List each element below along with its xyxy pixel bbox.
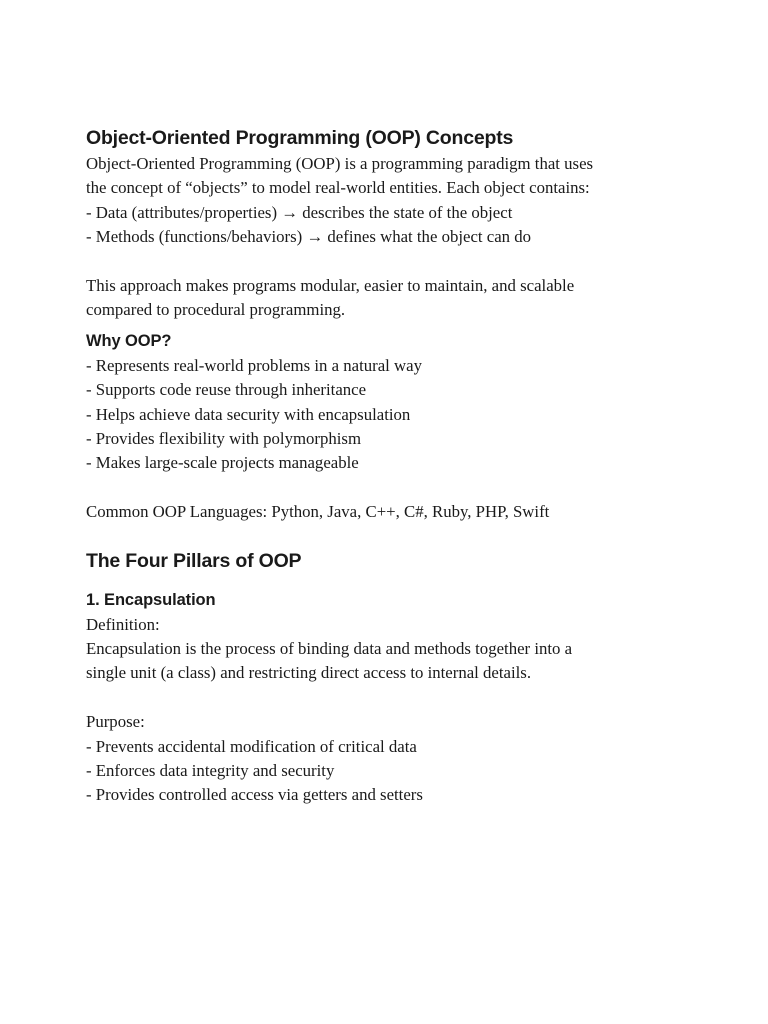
languages-line: Common OOP Languages: Python, Java, C++, C#, Ruby, PHP, Swift — [86, 502, 550, 522]
intro-paragraph — [86, 152, 706, 250]
intro-line: Object-Oriented Programming (OOP) is a programming paradigm that uses — [86, 154, 594, 173]
spacer — [86, 476, 706, 500]
four-pillars-heading: The Four Pillars of OOP — [86, 549, 302, 572]
approach-line: This approach makes programs modular, easier to maintain, and scalable — [86, 276, 575, 296]
list-item: - Provides controlled access via getters and setters — [86, 785, 423, 805]
definition-paragraph — [86, 637, 706, 686]
spacer — [86, 686, 706, 710]
why-oop-heading: Why OOP? — [86, 331, 172, 350]
definition-line: single unit (a class) and restricting direct access to internal details. — [86, 663, 532, 683]
intro-line: - Methods (functions/behaviors) → defines what the object can do — [86, 227, 532, 247]
intro-line: the concept of “objects” to model real-world entities. Each object contains: — [86, 178, 590, 198]
list-item: - Supports code reuse through inheritance — [86, 380, 367, 400]
approach-paragraph — [86, 274, 706, 323]
purpose-list — [86, 735, 706, 808]
encapsulation-heading: 1. Encapsulation — [86, 590, 216, 609]
approach-line: compared to procedural programming. — [86, 300, 346, 320]
intro-line: - Data (attributes/properties) → describes the state of the object — [86, 202, 513, 222]
spacer — [86, 250, 706, 274]
list-item: - Prevents accidental modification of critical data — [86, 736, 417, 756]
definition-line: Encapsulation is the process of binding data and methods together into a — [86, 639, 573, 659]
list-item: - Helps achieve data security with encapsulation — [86, 404, 411, 424]
list-item: - Provides flexibility with polymorphism — [86, 429, 362, 449]
list-item: - Enforces data integrity and security — [86, 761, 335, 781]
definition-label: Definition: — [86, 614, 160, 634]
page-title: Object-Oriented Programming (OOP) Concepts — [86, 127, 514, 149]
purpose-label: Purpose: — [86, 712, 145, 732]
list-item: - Represents real-world problems in a natural way — [86, 355, 422, 375]
list-item: - Makes large-scale projects manageable — [86, 453, 359, 473]
document-page — [86, 124, 706, 808]
why-oop-list — [86, 354, 706, 476]
